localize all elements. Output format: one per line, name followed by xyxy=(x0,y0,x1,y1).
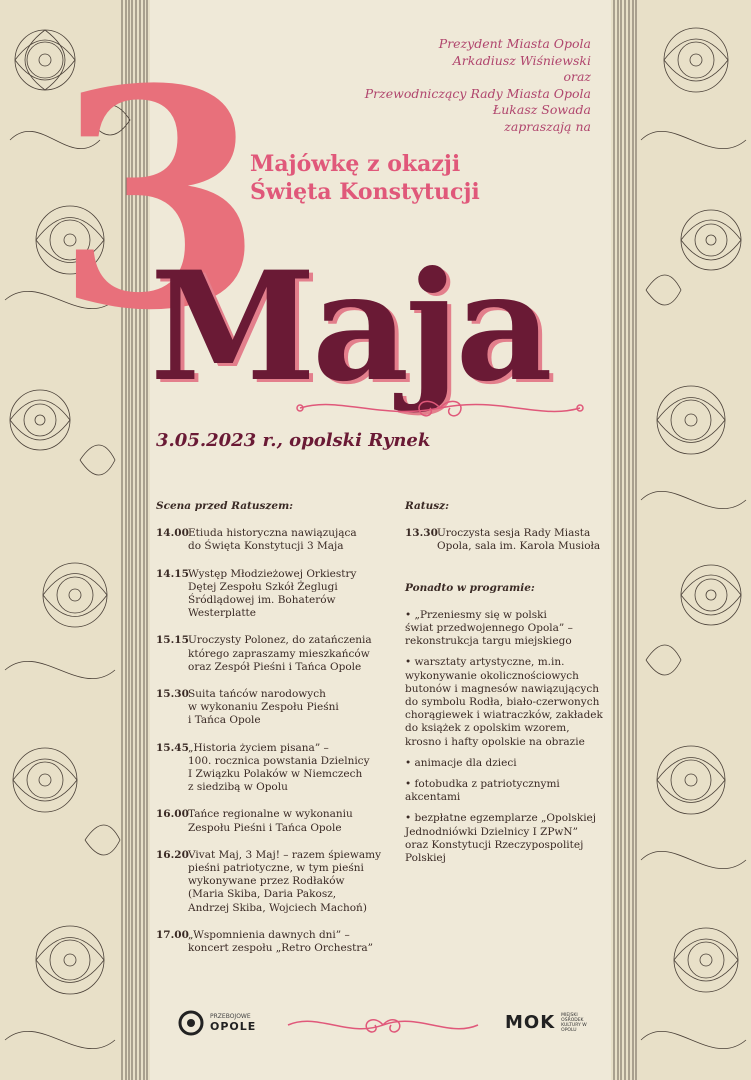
ratusz-heading: Ratusz: xyxy=(405,500,450,512)
content-area xyxy=(55,0,611,1080)
program-bullet: • warsztaty artystyczne, m.in. wykonywanie okolicznościowych butonów i magnesów nawiązujących do symbolu Rodła, biało-czerwonych chorągiewek i wiatraczków, zakładek do książek z opolskim wzorem, krosno i hafty opolskie na obrazie xyxy=(405,656,603,748)
scena-column xyxy=(156,500,396,969)
program-bullet: • „Przeniesmy się w polski świat przedwojennego Opola” – rekonstrukcja targu miejskiego xyxy=(405,608,573,648)
program-entry xyxy=(156,634,396,674)
ratusz-column xyxy=(405,500,625,873)
event-subtitle xyxy=(250,150,480,206)
entry-text: Tańce regionalne w wykonaniu Zespołu Pieśni i Tańca Opole xyxy=(188,808,353,834)
invite-line: oraz xyxy=(563,69,591,84)
big-number-three: 3 xyxy=(55,23,264,376)
scena-heading: Scena przed Ratuszem: xyxy=(156,500,294,512)
subtitle-line-2: Święta Konstytucji xyxy=(250,179,480,205)
subtitle-line-1: Majówkę z okazji xyxy=(250,151,461,177)
entry-time: 13.30 xyxy=(405,527,438,540)
program-entry xyxy=(156,929,396,955)
main-title-maja: Maja xyxy=(150,239,549,415)
opole-logo-text xyxy=(210,1014,256,1033)
entry-text: Etiuda historyczna nawiązująca do Święta Konstytucji 3 Maja xyxy=(188,527,357,553)
entry-text: Uroczysty Polonez, do zatańczenia którego zapraszamy mieszkańców oraz Zespół Pieśni i Tańca Opole xyxy=(188,634,372,673)
program-entry xyxy=(405,527,625,553)
entry-time: 14.15 xyxy=(156,567,189,580)
entry-time: 15.30 xyxy=(156,688,189,701)
invite-line: zapraszają na xyxy=(504,118,591,134)
program-bullet: • fotobudka z patriotycznymi akcentami xyxy=(405,778,560,804)
opole-logo xyxy=(178,1010,256,1036)
entry-time: 15.45 xyxy=(156,741,189,754)
entry-time: 16.20 xyxy=(156,848,189,861)
program-bullet: • bezpłatne egzemplarze „Opolskiej Jednodniówki Dzielnicy I ZPwN” oraz Konstytucji Rzeczypospolitej Polskiej xyxy=(405,812,597,865)
invite-line: Arkadiusz Wiśniewski xyxy=(452,52,591,68)
program-entry xyxy=(156,849,396,915)
entry-text: Suita tańców narodowych w wykonaniu Zespołu Pieśni i Tańca Opole xyxy=(188,688,339,727)
invitation-text xyxy=(291,36,591,135)
entry-text: Występ Młodzieżowej Orkiestry Dętej Zespołu Szkół Żeglugi Śródlądowej im. Bohaterów Westerplatte xyxy=(188,567,357,620)
right-floral-border xyxy=(611,0,751,1080)
opole-logo-icon xyxy=(178,1010,204,1036)
entry-text: „Wspomnienia dawnych dni” – koncert zespołu „Retro Orchestra” xyxy=(188,928,373,955)
program-bullet: • animacje dla dzieci xyxy=(405,756,517,769)
entry-text: Uroczysta sesja Rady Miasta Opola, sala im. Karola Musioła xyxy=(437,527,601,553)
program-entry xyxy=(156,808,396,834)
program-entry xyxy=(156,742,396,795)
entry-time: 17.00 xyxy=(156,928,189,941)
mok-logo-text: MIEJSKI OŚRODEK KULTURY W OPOLU xyxy=(561,1012,587,1033)
invite-line: Prezydent Miasta Opola xyxy=(438,36,591,51)
entry-text: Vivat Maj, 3 Maj! – razem śpiewamy pieśni patriotyczne, w tym pieśni wykonywane przez Rodłaków (Maria Skiba, Daria Pakosz, Andrzej Skiba, Wojciech Machoń) xyxy=(188,848,382,914)
ornament-flourish xyxy=(260,392,620,424)
mok-logo xyxy=(505,1012,601,1033)
program-entry xyxy=(156,568,396,621)
program-entry xyxy=(156,527,396,553)
footer-ornament xyxy=(278,1010,488,1040)
entry-time: 14.00 xyxy=(156,527,189,540)
entry-time: 15.15 xyxy=(156,634,189,647)
entry-time: 16.00 xyxy=(156,808,189,821)
entry-text: „Historia życiem pisana” – 100. rocznica powstania Dzielnicy I Związku Polaków w Niemczech z siedzibą w Opolu xyxy=(188,741,370,794)
opole-logo-tagline: PRZEBOJOWE xyxy=(210,1012,251,1020)
program-entry xyxy=(156,688,396,728)
mok-logo-mark: MOK xyxy=(505,1012,556,1033)
date-and-place: 3.05.2023 r., opolski Rynek xyxy=(156,430,431,451)
invite-line: Łukasz Sowada xyxy=(492,102,591,117)
opole-logo-name: OPOLE xyxy=(210,1019,257,1033)
invite-line: Przewodniczący Rady Miasta Opola xyxy=(364,85,591,101)
ponadto-heading: Ponadto w programie: xyxy=(405,581,535,594)
